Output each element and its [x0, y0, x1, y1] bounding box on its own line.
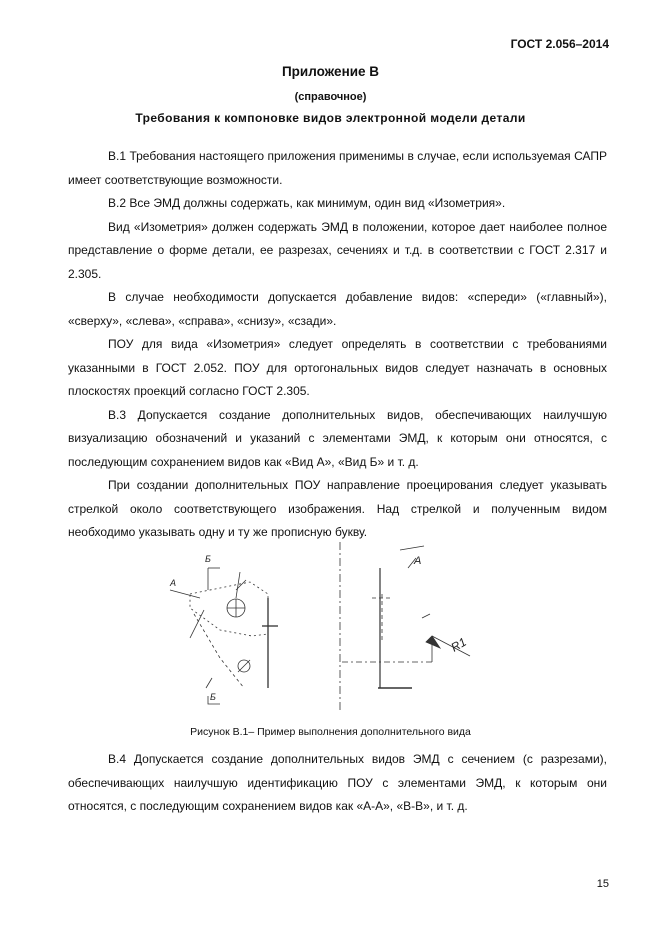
body-text [68, 145, 607, 545]
label-b-bottom: Б [210, 692, 216, 702]
appendix-title: Приложение В [281, 64, 380, 79]
paragraph-b4: В.4 Допускается создание дополнительных видов ЭМД с сечением (с разрезами), обеспечивающих наилучшую идентификацию ПОУ с элементами ЭМД, к которым они относятся, с последующим сохранением видов как «А-А», «В-В», и т. д. [68, 752, 607, 813]
figure-drawing [160, 538, 520, 710]
appendix-heading: Требования к компоновке видов электронной модели детали [135, 111, 526, 125]
paragraph-pou: ПОУ для вида «Изометрия» следует определять в соответствии с требованиями указанными в ГОСТ 2.052. ПОУ для ортогональных видов следует назначать в основных плоскостях проекций согласно ГОСТ 2.305. [68, 337, 607, 398]
appendix-subtitle: (справочное) [294, 91, 367, 103]
page-number: 15 [596, 878, 609, 890]
label-a-left: А [170, 578, 177, 588]
paragraph-b3: В.3 Допускается создание дополнительных видов, обеспечивающих наилучшую визуализацию обозначений и указаний с элементами ЭМД, к которым они относятся, с последующим сохранением видов как «Вид А», «Вид Б» и т. д. [68, 407, 607, 469]
figure-caption: Рисунок В.1– Пример выполнения дополнительного вида [190, 726, 471, 738]
section-line [170, 590, 200, 598]
label-b-top: Б [205, 554, 211, 564]
paragraph-projection: При создании дополнительных ПОУ направление проецирования следует указывать стрелкой около соответствующего изображения. Над стрелкой и полученным видом необходимо указывать одну и ту же прописную букву. [68, 478, 607, 539]
paragraph-b2: В.2 Все ЭМД должны содержать, как минимум, один вид «Изометрия». [108, 196, 506, 210]
paragraph-b4-block [68, 748, 607, 819]
paragraph-isometry: Вид «Изометрия» должен содержать ЭМД в положении, которое дает наиболее полное представление о форме детали, ее разрезах, сечениях и т.д. в соответствии с ГОСТ 2.317 и 2.305. [68, 219, 607, 281]
standard-number: ГОСТ 2.056–2014 [510, 37, 609, 51]
label-r1: R1 [448, 634, 469, 655]
paragraph-views: В случае необходимости допускается добавление видов: «спереди» («главный»), «сверху», «слева», «справа», «снизу», «сзади». [68, 290, 607, 328]
paragraph-b1: В.1 Требования настоящего приложения применимы в случае, если используемая САПР имеет соответствующие возможности. [68, 149, 607, 187]
label-a-right: А [414, 555, 422, 567]
